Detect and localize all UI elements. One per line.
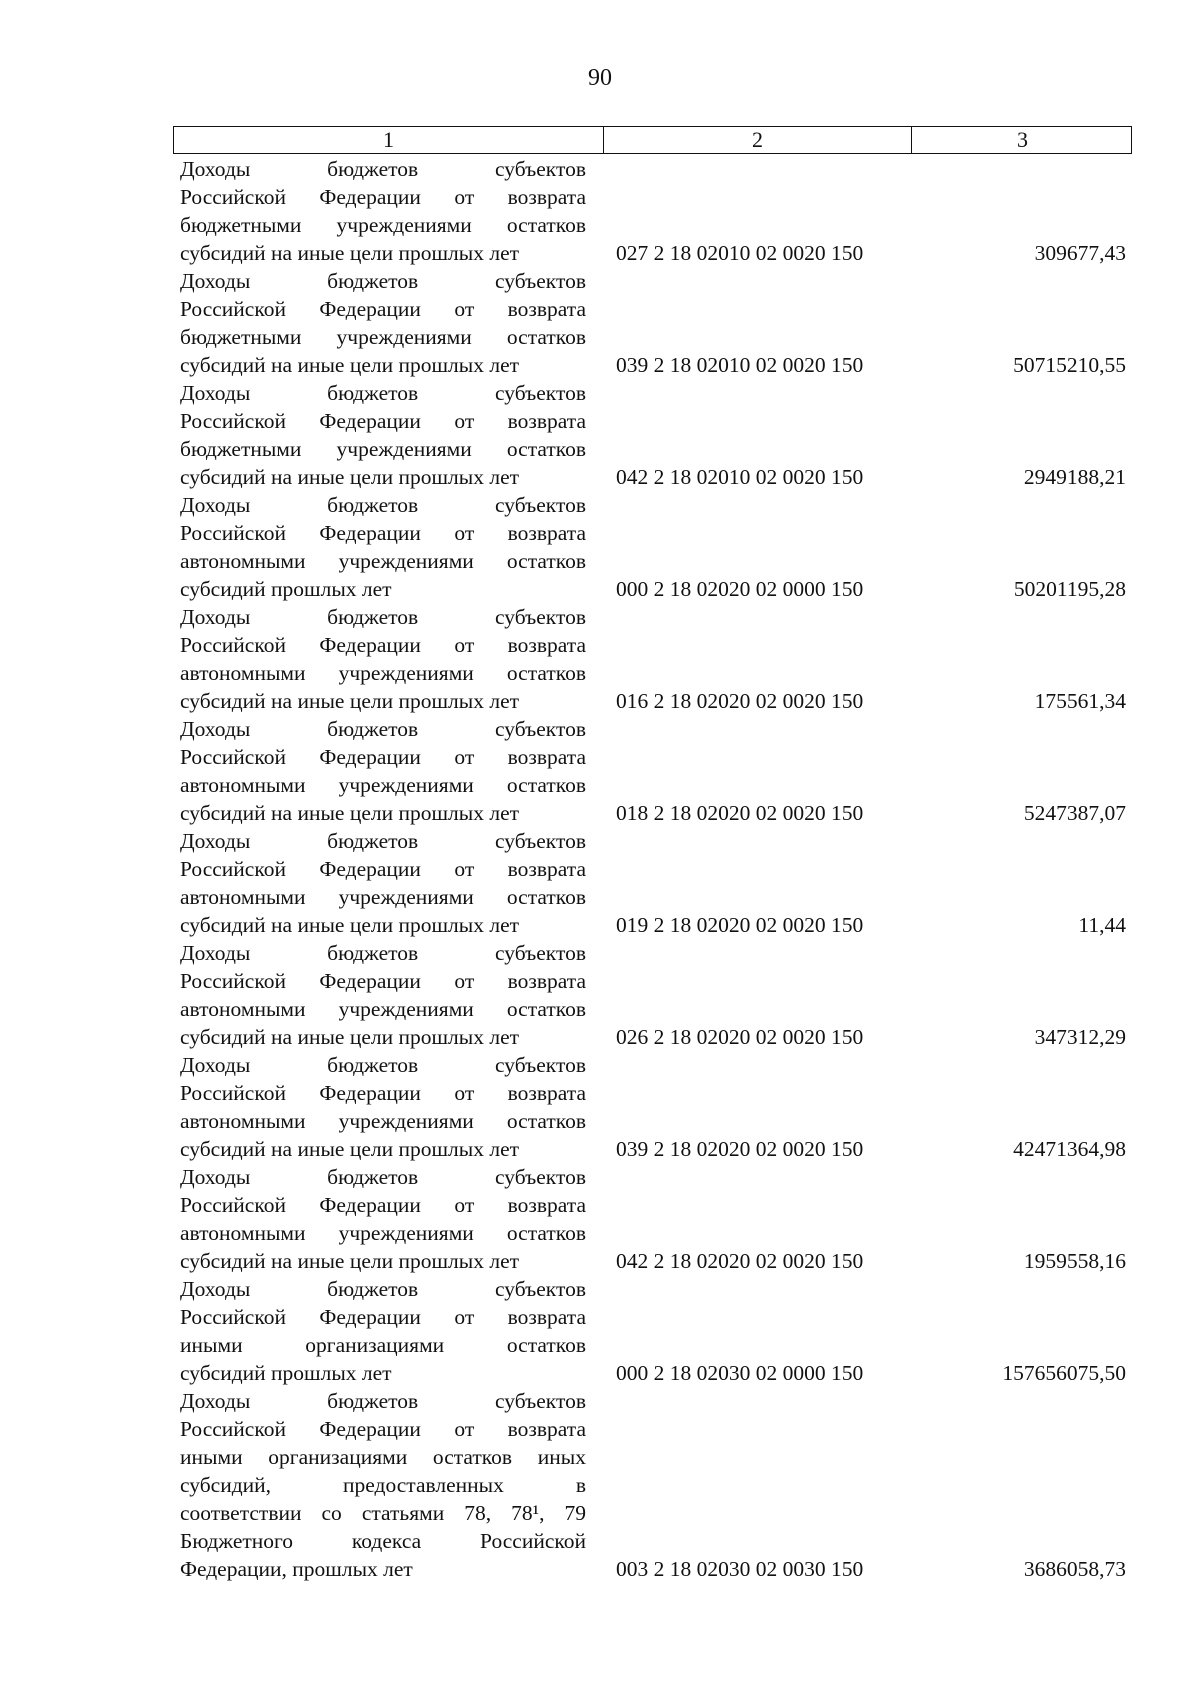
table-row: [180, 603, 1132, 715]
description-line: Доходы бюджетов субъектов: [180, 381, 586, 405]
description-line: Российской Федерации от возврата: [180, 1081, 586, 1105]
header-col-1: 1: [174, 127, 604, 153]
description-line: субсидий на иные цели прошлых лет: [180, 1025, 520, 1049]
row-code: 018 2 18 02020 02 0020 150: [616, 801, 864, 825]
description-line: Российской Федерации от возврата: [180, 409, 586, 433]
row-description: [180, 1387, 592, 1583]
description-line: Доходы бюджетов субъектов: [180, 1389, 586, 1413]
description-line: автономными учреждениями остатков: [180, 549, 586, 573]
description-line: Доходы бюджетов субъектов: [180, 269, 586, 293]
description-line: Доходы бюджетов субъектов: [180, 157, 586, 181]
description-line: автономными учреждениями остатков: [180, 885, 586, 909]
description-line: автономными учреждениями остатков: [180, 773, 586, 797]
row-description: [180, 491, 592, 603]
row-code: 000 2 18 02020 02 0000 150: [616, 577, 864, 601]
description-line: Российской Федерации от возврата: [180, 1193, 586, 1217]
description-line: Российской Федерации от возврата: [180, 745, 586, 769]
description-line: Доходы бюджетов субъектов: [180, 717, 586, 741]
table-row: [180, 939, 1132, 1051]
table-row: [180, 1387, 1132, 1583]
row-description: [180, 1051, 592, 1163]
row-code: 042 2 18 02010 02 0020 150: [616, 465, 864, 489]
table-row: [180, 267, 1132, 379]
header-col-3: 3: [1017, 127, 1028, 152]
description-line: автономными учреждениями остатков: [180, 1221, 586, 1245]
row-code: 000 2 18 02030 02 0000 150: [616, 1361, 864, 1385]
row-description: [180, 939, 592, 1051]
description-line: Российской Федерации от возврата: [180, 969, 586, 993]
description-line: Российской Федерации от возврата: [180, 297, 586, 321]
header-col-2: 2: [604, 127, 912, 153]
description-line: автономными учреждениями остатков: [180, 997, 586, 1021]
description-line: бюджетными учреждениями остатков: [180, 213, 586, 237]
row-amount: 11,44: [1078, 913, 1126, 937]
row-amount: 42471364,98: [1013, 1137, 1126, 1161]
description-line: субсидий на иные цели прошлых лет: [180, 465, 520, 489]
description-line: субсидий на иные цели прошлых лет: [180, 801, 520, 825]
row-amount: 1959558,16: [1023, 1249, 1126, 1273]
description-line: субсидий прошлых лет: [180, 1361, 392, 1385]
row-amount: 347312,29: [1034, 1025, 1126, 1049]
row-code: 039 2 18 02020 02 0020 150: [616, 1137, 864, 1161]
row-description: [180, 603, 592, 715]
description-line: соответствии со статьями 78, 78¹, 79: [180, 1501, 586, 1525]
table-row: [180, 1051, 1132, 1163]
description-line: субсидий на иные цели прошлых лет: [180, 689, 520, 713]
table-row: [180, 155, 1132, 267]
row-amount: 2949188,21: [1023, 465, 1126, 489]
row-code: 003 2 18 02030 02 0030 150: [616, 1557, 864, 1581]
description-line: Российской Федерации от возврата: [180, 633, 586, 657]
row-amount: 309677,43: [1034, 241, 1126, 265]
description-line: Доходы бюджетов субъектов: [180, 605, 586, 629]
description-line: субсидий на иные цели прошлых лет: [180, 241, 520, 265]
page-number: 90: [588, 65, 612, 91]
description-line: Российской Федерации от возврата: [180, 185, 586, 209]
description-line: субсидий на иные цели прошлых лет: [180, 353, 520, 377]
description-line: Российской Федерации от возврата: [180, 521, 586, 545]
description-line: иными организациями остатков: [180, 1333, 586, 1357]
description-line: субсидий, предоставленных в: [180, 1473, 586, 1497]
row-amount: 3686058,73: [1023, 1557, 1126, 1581]
description-line: субсидий на иные цели прошлых лет: [180, 913, 520, 937]
row-code: 027 2 18 02010 02 0020 150: [616, 241, 864, 265]
row-description: [180, 155, 592, 267]
table-row: [180, 715, 1132, 827]
table-row: [180, 827, 1132, 939]
description-line: субсидий на иные цели прошлых лет: [180, 1137, 520, 1161]
description-line: субсидий прошлых лет: [180, 577, 392, 601]
row-description: [180, 827, 592, 939]
description-line: Федерации, прошлых лет: [180, 1557, 413, 1581]
description-line: иными организациями остатков иных: [180, 1445, 586, 1469]
row-amount: 50715210,55: [1013, 353, 1126, 377]
description-line: Доходы бюджетов субъектов: [180, 1277, 586, 1301]
description-line: Доходы бюджетов субъектов: [180, 493, 586, 517]
row-amount: 157656075,50: [1002, 1361, 1126, 1385]
description-line: бюджетными учреждениями остатков: [180, 325, 586, 349]
description-line: Российской Федерации от возврата: [180, 857, 586, 881]
description-line: Доходы бюджетов субъектов: [180, 1165, 586, 1189]
row-description: [180, 1275, 592, 1387]
row-description: [180, 715, 592, 827]
table-row: [180, 1275, 1132, 1387]
row-description: [180, 1163, 592, 1275]
description-line: Доходы бюджетов субъектов: [180, 1053, 586, 1077]
description-line: Доходы бюджетов субъектов: [180, 829, 586, 853]
description-line: субсидий на иные цели прошлых лет: [180, 1249, 520, 1273]
row-description: [180, 267, 592, 379]
table-header: [173, 126, 1132, 154]
description-line: автономными учреждениями остатков: [180, 1109, 586, 1133]
description-line: автономными учреждениями остатков: [180, 661, 586, 685]
row-description: [180, 379, 592, 491]
description-line: Российской Федерации от возврата: [180, 1305, 586, 1329]
row-code: 019 2 18 02020 02 0020 150: [616, 913, 864, 937]
row-code: 016 2 18 02020 02 0020 150: [616, 689, 864, 713]
description-line: Бюджетного кодекса Российской: [180, 1529, 586, 1553]
row-code: 026 2 18 02020 02 0020 150: [616, 1025, 864, 1049]
table-row: [180, 379, 1132, 491]
row-code: 039 2 18 02010 02 0020 150: [616, 353, 864, 377]
description-line: бюджетными учреждениями остатков: [180, 437, 586, 461]
description-line: Доходы бюджетов субъектов: [180, 941, 586, 965]
row-amount: 175561,34: [1034, 689, 1126, 713]
row-amount: 50201195,28: [1013, 577, 1126, 601]
description-line: Российской Федерации от возврата: [180, 1417, 586, 1441]
table-row: [180, 1163, 1132, 1275]
table-body: [180, 155, 1132, 1583]
table-row: [180, 491, 1132, 603]
row-code: 042 2 18 02020 02 0020 150: [616, 1249, 864, 1273]
row-amount: 5247387,07: [1023, 801, 1126, 825]
